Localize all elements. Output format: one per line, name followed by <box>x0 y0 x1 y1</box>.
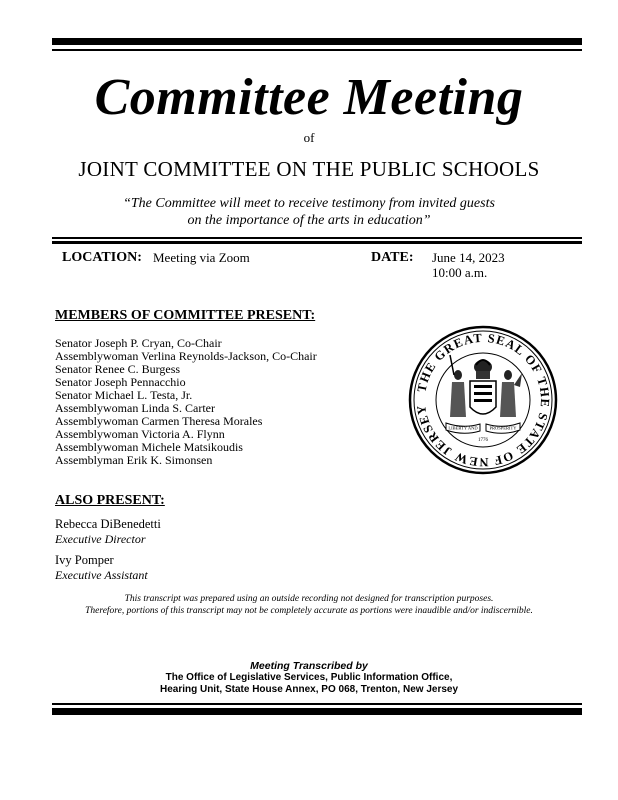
mid-rule-thin <box>52 237 582 239</box>
date-label: DATE: <box>371 250 414 265</box>
also-present-heading: ALSO PRESENT: <box>55 493 165 508</box>
transcribed-line-2: Hearing Unit, State House Annex, PO 068, Trenton, New Jersey <box>159 684 459 695</box>
location-label: LOCATION: <box>62 250 142 265</box>
top-rule-thick <box>52 38 582 45</box>
member-item: Senator Renee C. Burgess <box>55 362 181 376</box>
mid-rule-thick <box>52 241 582 244</box>
member-item: Senator Michael L. Testa, Jr. <box>55 388 193 402</box>
top-rule-thin <box>52 49 582 51</box>
member-item: Assemblywoman Linda S. Carter <box>55 401 215 415</box>
time-value: 10:00 a.m. <box>432 265 488 280</box>
bottom-rule-thick <box>52 708 582 715</box>
member-item: Assemblywoman Michele Matsikoudis <box>55 440 243 454</box>
member-item: Assemblywoman Verlina Reynolds-Jackson, Co-Chair <box>55 349 317 363</box>
also-present-name-2: Ivy Pomper <box>55 553 114 567</box>
member-item: Assemblyman Erik K. Simonsen <box>55 453 213 467</box>
of-text: of <box>303 130 315 145</box>
purpose-line-1: “The Committee will meet to receive testimony from invited guests <box>123 196 495 211</box>
transcribed-by-block <box>0 660 618 696</box>
location-value: Meeting via Zoom <box>153 250 250 265</box>
member-item: Assemblywoman Carmen Theresa Morales <box>55 414 263 428</box>
members-list <box>55 337 317 467</box>
seal-year: 1776 <box>478 438 488 443</box>
transcript-disclaimer <box>0 593 618 617</box>
transcribed-line-1: The Office of Legislative Services, Public Information Office, <box>165 672 453 683</box>
seal-ring-text: THE GREAT SEAL OF THE STATE OF NEW JERSEY <box>414 330 553 470</box>
also-present-title-1: Executive Director <box>55 532 146 546</box>
member-item: Senator Joseph P. Cryan, Co-Chair <box>55 336 222 350</box>
also-present-title-2: Executive Assistant <box>55 568 148 582</box>
nj-state-seal <box>408 325 558 475</box>
member-item: Assemblywoman Victoria A. Flynn <box>55 427 225 441</box>
date-value: June 14, 2023 <box>432 250 505 265</box>
transcribed-by-heading: Meeting Transcribed by <box>250 660 368 672</box>
meeting-purpose <box>0 195 618 229</box>
bottom-rule-thin <box>52 703 582 705</box>
seal-ribbon-left: LIBERTY AND <box>448 425 478 431</box>
document-title: Committee Meeting <box>94 69 524 126</box>
seal-ribbon-right: PROSPERITY <box>489 425 517 431</box>
disclaimer-line-1: This transcript was prepared using an outside recording not designed for transcription purposes. <box>124 594 494 604</box>
committee-name: JOINT COMMITTEE ON THE PUBLIC SCHOOLS <box>78 157 540 181</box>
members-heading: MEMBERS OF COMMITTEE PRESENT: <box>55 308 316 323</box>
disclaimer-line-2: Therefore, portions of this transcript may not be completely accurate as portions were inaudible and/or indiscernible. <box>85 606 533 616</box>
member-item: Senator Joseph Pennacchio <box>55 375 186 389</box>
also-present-name-1: Rebecca DiBenedetti <box>55 517 161 531</box>
purpose-line-2: on the importance of the arts in education” <box>187 213 431 228</box>
